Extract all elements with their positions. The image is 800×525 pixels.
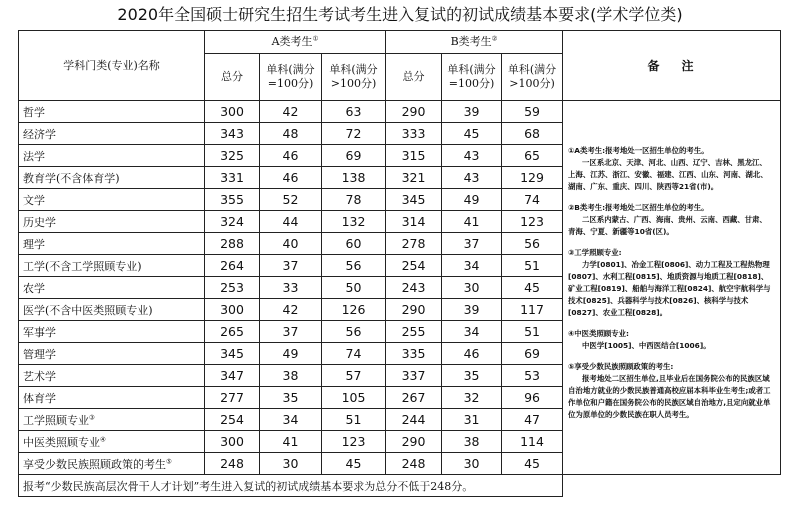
a-single-100-cell: 37 — [260, 321, 322, 343]
b-single-100-cell: 30 — [442, 453, 502, 475]
b-total-cell: 254 — [386, 255, 442, 277]
notes-cell — [563, 101, 781, 475]
discipline-footnote: ⑤ — [166, 456, 172, 465]
a-single-100-cell: 35 — [260, 387, 322, 409]
note-body: 力学[0801]、冶金工程[0806]、动力工程及工程热物理[0807]、水利工程[0815]、地质资源与地质工程[0818]、矿业工程[0819]、船舶与海洋工程[0824]、航空宇航科学与技术[0825]、兵器科学与技术[0826]、核科学与技术[0827]、农业工程[0828]。 — [568, 260, 771, 317]
discipline-name: 医学(不含中医类照顾专业) — [23, 303, 153, 317]
discipline-name: 享受少数民族照顾政策的考生 — [23, 457, 166, 471]
note-body: 报考地处二区招生单位,且毕业后在国务院公布的民族区域自治地方就业的少数民族普通高校应届本科毕业生考生;或者工作单位和户籍在国务院公布的民族区域自治地方,且定向就业单位为原单位的少数民族在职人员考生。 — [568, 374, 771, 419]
a-single-gt100-cell: 132 — [322, 211, 386, 233]
a-single-100-cell: 46 — [260, 167, 322, 189]
discipline-cell — [19, 321, 205, 343]
b-total-cell: 248 — [386, 453, 442, 475]
note-item — [568, 361, 774, 421]
score-table — [18, 30, 781, 497]
a-total-cell: 300 — [205, 431, 260, 453]
b-total-cell: 321 — [386, 167, 442, 189]
a-single-100-cell: 38 — [260, 365, 322, 387]
b-single-100-cell: 30 — [442, 277, 502, 299]
a-single-100-cell: 34 — [260, 409, 322, 431]
a-total-cell: 277 — [205, 387, 260, 409]
discipline-cell — [19, 145, 205, 167]
table-row — [19, 101, 781, 123]
a-single-gt100-cell: 74 — [322, 343, 386, 365]
a-total-cell: 248 — [205, 453, 260, 475]
a-total-cell: 264 — [205, 255, 260, 277]
note-title: ④中医类照顾专业: — [568, 329, 629, 338]
b-total-cell: 278 — [386, 233, 442, 255]
a-total-cell: 331 — [205, 167, 260, 189]
note-item — [568, 202, 774, 238]
note-item — [568, 247, 774, 319]
b-single-100-cell: 43 — [442, 167, 502, 189]
a-total-cell: 345 — [205, 343, 260, 365]
b-single-gt100-cell: 117 — [502, 299, 563, 321]
discipline-cell — [19, 409, 205, 431]
a-total-cell: 300 — [205, 299, 260, 321]
b-single-gt100-header: 单科(满分>100分) — [502, 54, 563, 101]
discipline-name: 工学(不含工学照顾专业) — [23, 259, 142, 273]
discipline-name: 工学照顾专业 — [23, 413, 89, 427]
discipline-cell — [19, 255, 205, 277]
a-total-cell: 325 — [205, 145, 260, 167]
b-single-gt100-cell: 53 — [502, 365, 563, 387]
b-single-100-cell: 34 — [442, 255, 502, 277]
a-total-cell: 324 — [205, 211, 260, 233]
a-single-gt100-cell: 57 — [322, 365, 386, 387]
discipline-name: 中医类照顾专业 — [23, 435, 100, 449]
discipline-cell — [19, 343, 205, 365]
note-title: ①A类考生:报考地处一区招生单位的考生。 — [568, 146, 709, 155]
b-total-cell: 290 — [386, 101, 442, 123]
discipline-cell — [19, 453, 205, 475]
b-total-cell: 335 — [386, 343, 442, 365]
b-total-cell: 333 — [386, 123, 442, 145]
b-single-gt100-cell: 96 — [502, 387, 563, 409]
b-total-header: 总分 — [386, 54, 442, 101]
a-single-100-cell: 46 — [260, 145, 322, 167]
note-title: ⑤享受少数民族照顾政策的考生: — [568, 362, 674, 371]
b-single-gt100-cell: 114 — [502, 431, 563, 453]
discipline-cell — [19, 101, 205, 123]
page-title: 2020年全国硕士研究生招生考试考生进入复试的初试成绩基本要求(学术学位类) — [117, 5, 683, 24]
a-single-gt100-cell: 51 — [322, 409, 386, 431]
a-single-100-cell: 48 — [260, 123, 322, 145]
a-single-gt100-cell: 72 — [322, 123, 386, 145]
a-total-cell: 355 — [205, 189, 260, 211]
group-b-label: B类考生 — [450, 35, 492, 48]
a-single-gt100-cell: 45 — [322, 453, 386, 475]
a-single-100-cell: 41 — [260, 431, 322, 453]
note-body: 一区系北京、天津、河北、山西、辽宁、吉林、黑龙江、上海、江苏、浙江、安徽、福建、江西、山东、河南、湖北、湖南、广东、重庆、四川、陕西等21省(市)。 — [568, 158, 768, 191]
b-single-gt100-cell: 129 — [502, 167, 563, 189]
a-single-gt100-cell: 126 — [322, 299, 386, 321]
discipline-name: 教育学(不含体育学) — [23, 171, 120, 185]
b-total-cell: 314 — [386, 211, 442, 233]
a-single-100-cell: 49 — [260, 343, 322, 365]
b-single-100-header: 单科(满分=100分) — [442, 54, 502, 101]
discipline-name: 体育学 — [23, 391, 56, 405]
b-single-gt100-cell: 45 — [502, 277, 563, 299]
b-single-100-cell: 43 — [442, 145, 502, 167]
a-single-gt100-cell: 69 — [322, 145, 386, 167]
b-total-cell: 243 — [386, 277, 442, 299]
b-single-100-cell: 35 — [442, 365, 502, 387]
discipline-cell — [19, 123, 205, 145]
b-single-100-cell: 32 — [442, 387, 502, 409]
score-table-frame — [18, 30, 780, 515]
notes-header: 备注 — [563, 31, 781, 101]
b-single-gt100-cell: 51 — [502, 255, 563, 277]
a-total-cell: 343 — [205, 123, 260, 145]
b-single-gt100-cell: 56 — [502, 233, 563, 255]
discipline-name: 管理学 — [23, 347, 56, 361]
b-total-cell: 290 — [386, 299, 442, 321]
b-total-cell: 290 — [386, 431, 442, 453]
b-single-100-cell: 41 — [442, 211, 502, 233]
a-total-cell: 265 — [205, 321, 260, 343]
b-single-gt100-cell: 65 — [502, 145, 563, 167]
group-a-header — [205, 31, 386, 54]
a-total-cell: 253 — [205, 277, 260, 299]
discipline-name: 艺术学 — [23, 369, 56, 383]
b-total-cell: 345 — [386, 189, 442, 211]
a-single-gt100-header: 单科(满分>100分) — [322, 54, 386, 101]
b-single-100-cell: 37 — [442, 233, 502, 255]
discipline-name: 历史学 — [23, 215, 56, 229]
discipline-cell — [19, 299, 205, 321]
a-single-gt100-cell: 123 — [322, 431, 386, 453]
a-total-cell: 347 — [205, 365, 260, 387]
note-item — [568, 328, 774, 352]
b-single-100-cell: 46 — [442, 343, 502, 365]
footer-row — [19, 475, 781, 497]
b-single-100-cell: 39 — [442, 299, 502, 321]
discipline-name: 经济学 — [23, 127, 56, 141]
b-single-gt100-cell: 59 — [502, 101, 563, 123]
a-total-cell: 254 — [205, 409, 260, 431]
a-single-100-cell: 44 — [260, 211, 322, 233]
a-single-100-cell: 37 — [260, 255, 322, 277]
b-single-gt100-cell: 123 — [502, 211, 563, 233]
discipline-name: 军事学 — [23, 325, 56, 339]
b-single-100-cell: 31 — [442, 409, 502, 431]
a-single-100-cell: 52 — [260, 189, 322, 211]
discipline-name: 哲学 — [23, 105, 45, 119]
discipline-footnote: ④ — [100, 434, 106, 443]
note-body: 二区系内蒙古、广西、海南、贵州、云南、西藏、甘肃、青海、宁夏、新疆等10省(区)。 — [568, 215, 767, 236]
group-b-header — [386, 31, 563, 54]
a-single-100-cell: 40 — [260, 233, 322, 255]
a-total-cell: 300 — [205, 101, 260, 123]
header-row-groups — [19, 31, 781, 54]
b-total-cell: 244 — [386, 409, 442, 431]
a-total-header: 总分 — [205, 54, 260, 101]
a-single-gt100-cell: 63 — [322, 101, 386, 123]
b-single-gt100-cell: 74 — [502, 189, 563, 211]
b-single-100-cell: 45 — [442, 123, 502, 145]
discipline-name: 理学 — [23, 237, 45, 251]
b-total-cell: 315 — [386, 145, 442, 167]
group-b-footnote: ② — [491, 34, 498, 43]
a-single-gt100-cell: 56 — [322, 255, 386, 277]
footer-note: 报考“少数民族高层次骨干人才计划”考生进入复试的初试成绩基本要求为总分不低于248分。 — [19, 475, 563, 497]
discipline-name: 法学 — [23, 149, 45, 163]
discipline-cell — [19, 387, 205, 409]
note-body: 中医学[1005]、中西医结合[1006]。 — [582, 341, 711, 350]
b-total-cell: 267 — [386, 387, 442, 409]
a-single-100-cell: 42 — [260, 299, 322, 321]
b-single-gt100-cell: 69 — [502, 343, 563, 365]
b-single-100-cell: 38 — [442, 431, 502, 453]
a-single-gt100-cell: 138 — [322, 167, 386, 189]
note-item — [568, 145, 774, 193]
a-single-100-cell: 30 — [260, 453, 322, 475]
a-single-gt100-cell: 105 — [322, 387, 386, 409]
b-single-gt100-cell: 51 — [502, 321, 563, 343]
discipline-name: 文学 — [23, 193, 45, 207]
b-total-cell: 255 — [386, 321, 442, 343]
group-a-label: A类考生 — [271, 35, 313, 48]
discipline-cell — [19, 431, 205, 453]
a-single-gt100-cell: 56 — [322, 321, 386, 343]
b-single-100-cell: 34 — [442, 321, 502, 343]
discipline-cell — [19, 211, 205, 233]
discipline-name: 农学 — [23, 281, 45, 295]
b-total-cell: 337 — [386, 365, 442, 387]
a-single-100-cell: 33 — [260, 277, 322, 299]
discipline-cell — [19, 167, 205, 189]
a-single-gt100-cell: 60 — [322, 233, 386, 255]
b-single-100-cell: 49 — [442, 189, 502, 211]
a-total-cell: 288 — [205, 233, 260, 255]
a-single-gt100-cell: 50 — [322, 277, 386, 299]
group-a-footnote: ① — [312, 34, 319, 43]
a-single-gt100-cell: 78 — [322, 189, 386, 211]
b-single-gt100-cell: 68 — [502, 123, 563, 145]
discipline-cell — [19, 277, 205, 299]
a-single-100-header: 单科(满分=100分) — [260, 54, 322, 101]
discipline-cell — [19, 233, 205, 255]
discipline-cell — [19, 189, 205, 211]
discipline-footnote: ③ — [89, 412, 95, 421]
note-title: ③工学照顾专业: — [568, 248, 622, 257]
b-single-gt100-cell: 45 — [502, 453, 563, 475]
note-title: ②B类考生:报考地处二区招生单位的考生。 — [568, 203, 709, 212]
b-single-gt100-cell: 47 — [502, 409, 563, 431]
a-single-100-cell: 42 — [260, 101, 322, 123]
b-single-100-cell: 39 — [442, 101, 502, 123]
discipline-header: 学科门类(专业)名称 — [19, 31, 205, 101]
discipline-cell — [19, 365, 205, 387]
